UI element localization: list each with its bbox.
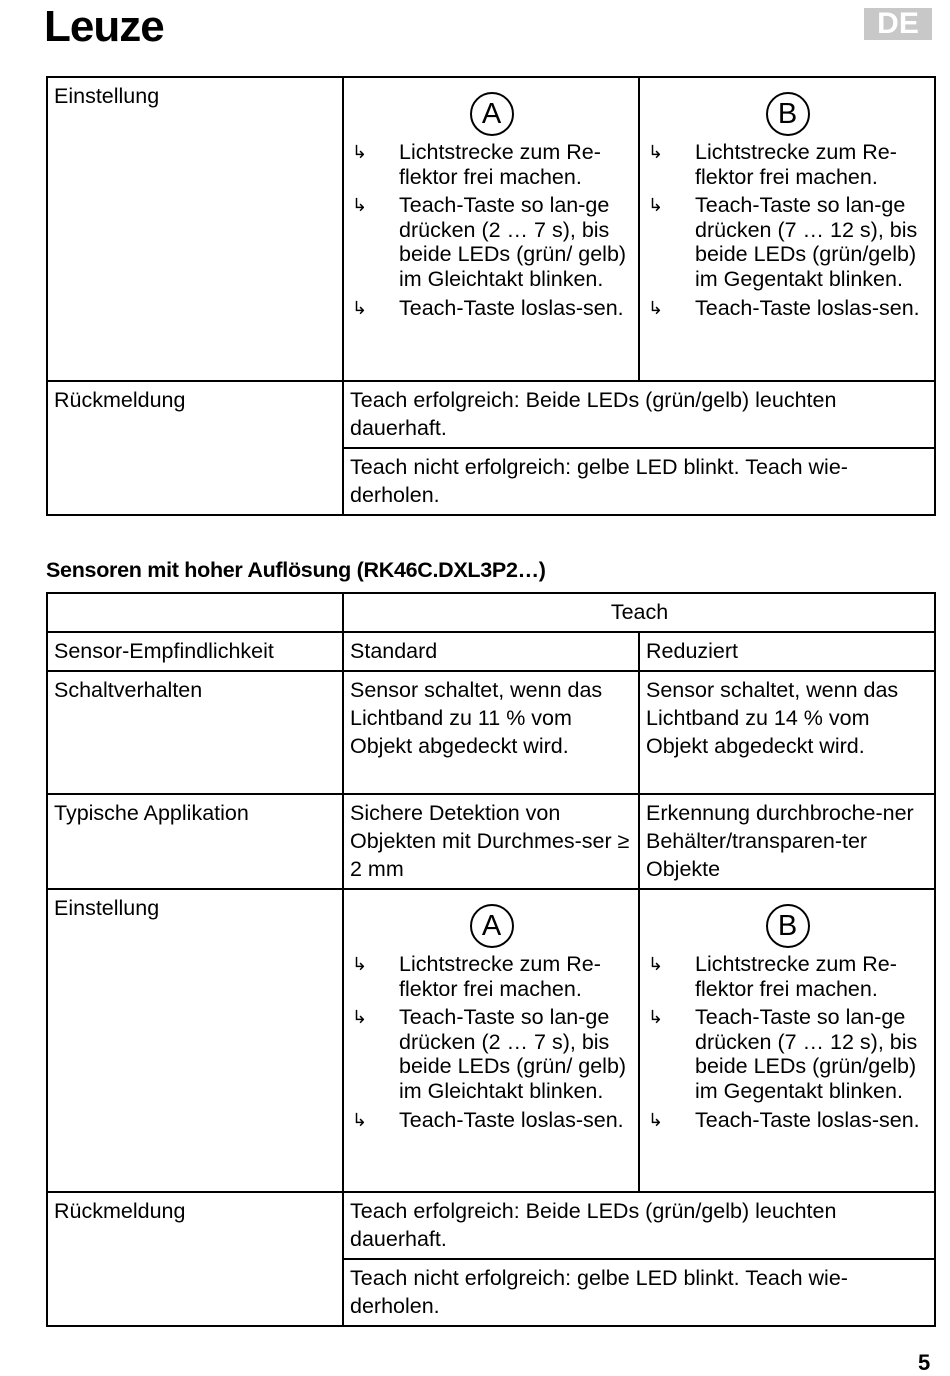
- row-value-b: Sensor schaltet, wenn das Lichtband zu 14 % vom Objekt abgedeckt wird.: [639, 671, 935, 794]
- step-item: ↳ Teach-Taste so lan-ge drücken (2 … 7 s), bis beide LEDs (grün/ gelb) im Gleichtakt blinken.: [352, 1005, 627, 1103]
- step-item: ↳ Lichtstrecke zum Re-flektor frei machen.: [352, 140, 601, 189]
- page-number: 5: [918, 1350, 931, 1375]
- setting-col-b: [639, 77, 935, 381]
- empty-header-cell: [47, 593, 343, 632]
- setting-col-a: [343, 77, 639, 381]
- arrow-icon: ↳: [648, 1007, 664, 1028]
- arrow-icon: ↳: [648, 954, 664, 974]
- row-value-a: Sensor schaltet, wenn das Lichtband zu 11 % vom Objekt abgedeckt wird.: [343, 671, 639, 794]
- feedback-label: Rückmeldung: [47, 381, 343, 515]
- setting-col-b: [639, 889, 935, 1192]
- row-label: Sensor-Empfindlichkeit: [47, 632, 343, 671]
- arrow-icon: ↳: [648, 297, 664, 318]
- section-title: Sensoren mit hoher Auflösung (RK46C.DXL3P2…): [46, 558, 546, 582]
- step-item: ↳ Teach-Taste loslas-sen.: [648, 295, 920, 320]
- step-item: ↳ Teach-Taste so lan-ge drücken (7 … 12 s), bis beide LEDs (grün/gelb) im Gegentakt blinken.: [648, 193, 918, 291]
- feedback-label: Rückmeldung: [47, 1192, 343, 1326]
- row-value-a: Standard: [343, 632, 639, 671]
- arrow-icon: ↳: [352, 297, 368, 318]
- teach-header: Teach: [343, 593, 935, 632]
- row-value-a: Sichere Detektion von Objekten mit Durchmes-ser ≥ 2 mm: [343, 794, 639, 889]
- step-item: ↳ Teach-Taste so lan-ge drücken (7 … 12 s), bis beide LEDs (grün/gelb) im Gegentakt blinken.: [648, 1005, 918, 1103]
- marker-b: B: [766, 92, 810, 136]
- row-value-b: Erkennung durchbroche-ner Behälter/transparen-ter Objekte: [639, 794, 935, 889]
- arrow-icon: ↳: [352, 1007, 368, 1028]
- step-item: ↳ Lichtstrecke zum Re-flektor frei machen.: [648, 140, 897, 189]
- teach-table-2: [46, 592, 936, 1327]
- setting-col-a: [343, 889, 639, 1192]
- teach-table-1: [46, 76, 936, 516]
- marker-a: A: [470, 904, 514, 948]
- marker-a: A: [470, 92, 514, 136]
- marker-b: B: [766, 904, 810, 948]
- arrow-icon: ↳: [648, 1109, 664, 1130]
- arrow-icon: ↳: [352, 1109, 368, 1130]
- step-item: ↳ Teach-Taste loslas-sen.: [352, 1107, 624, 1132]
- arrow-icon: ↳: [352, 142, 368, 162]
- step-item: ↳ Teach-Taste loslas-sen.: [648, 1107, 920, 1132]
- setting-label: Einstellung: [47, 889, 343, 1192]
- feedback-success: Teach erfolgreich: Beide LEDs (grün/gelb) leuchten dauerhaft.: [343, 381, 935, 448]
- row-value-b: Reduziert: [639, 632, 935, 671]
- step-item: ↳ Lichtstrecke zum Re-flektor frei machen.: [648, 952, 897, 1001]
- feedback-success: Teach erfolgreich: Beide LEDs (grün/gelb) leuchten dauerhaft.: [343, 1192, 935, 1259]
- language-badge: DE: [864, 8, 932, 40]
- step-item: ↳ Teach-Taste so lan-ge drücken (2 … 7 s), bis beide LEDs (grün/ gelb) im Gleichtakt blinken.: [352, 193, 627, 291]
- step-item: ↳ Teach-Taste loslas-sen.: [352, 295, 624, 320]
- row-label: Typische Applikation: [47, 794, 343, 889]
- arrow-icon: ↳: [352, 954, 368, 974]
- arrow-icon: ↳: [352, 195, 368, 216]
- row-label: Schaltverhalten: [47, 671, 343, 794]
- arrow-icon: ↳: [648, 195, 664, 216]
- brand-logo: Leuze: [44, 2, 164, 51]
- arrow-icon: ↳: [648, 142, 664, 162]
- feedback-fail: Teach nicht erfolgreich: gelbe LED blinkt. Teach wie-derholen.: [343, 448, 935, 515]
- setting-label: Einstellung: [47, 77, 343, 381]
- step-item: ↳ Lichtstrecke zum Re-flektor frei machen.: [352, 952, 601, 1001]
- feedback-fail: Teach nicht erfolgreich: gelbe LED blinkt. Teach wie-derholen.: [343, 1259, 935, 1326]
